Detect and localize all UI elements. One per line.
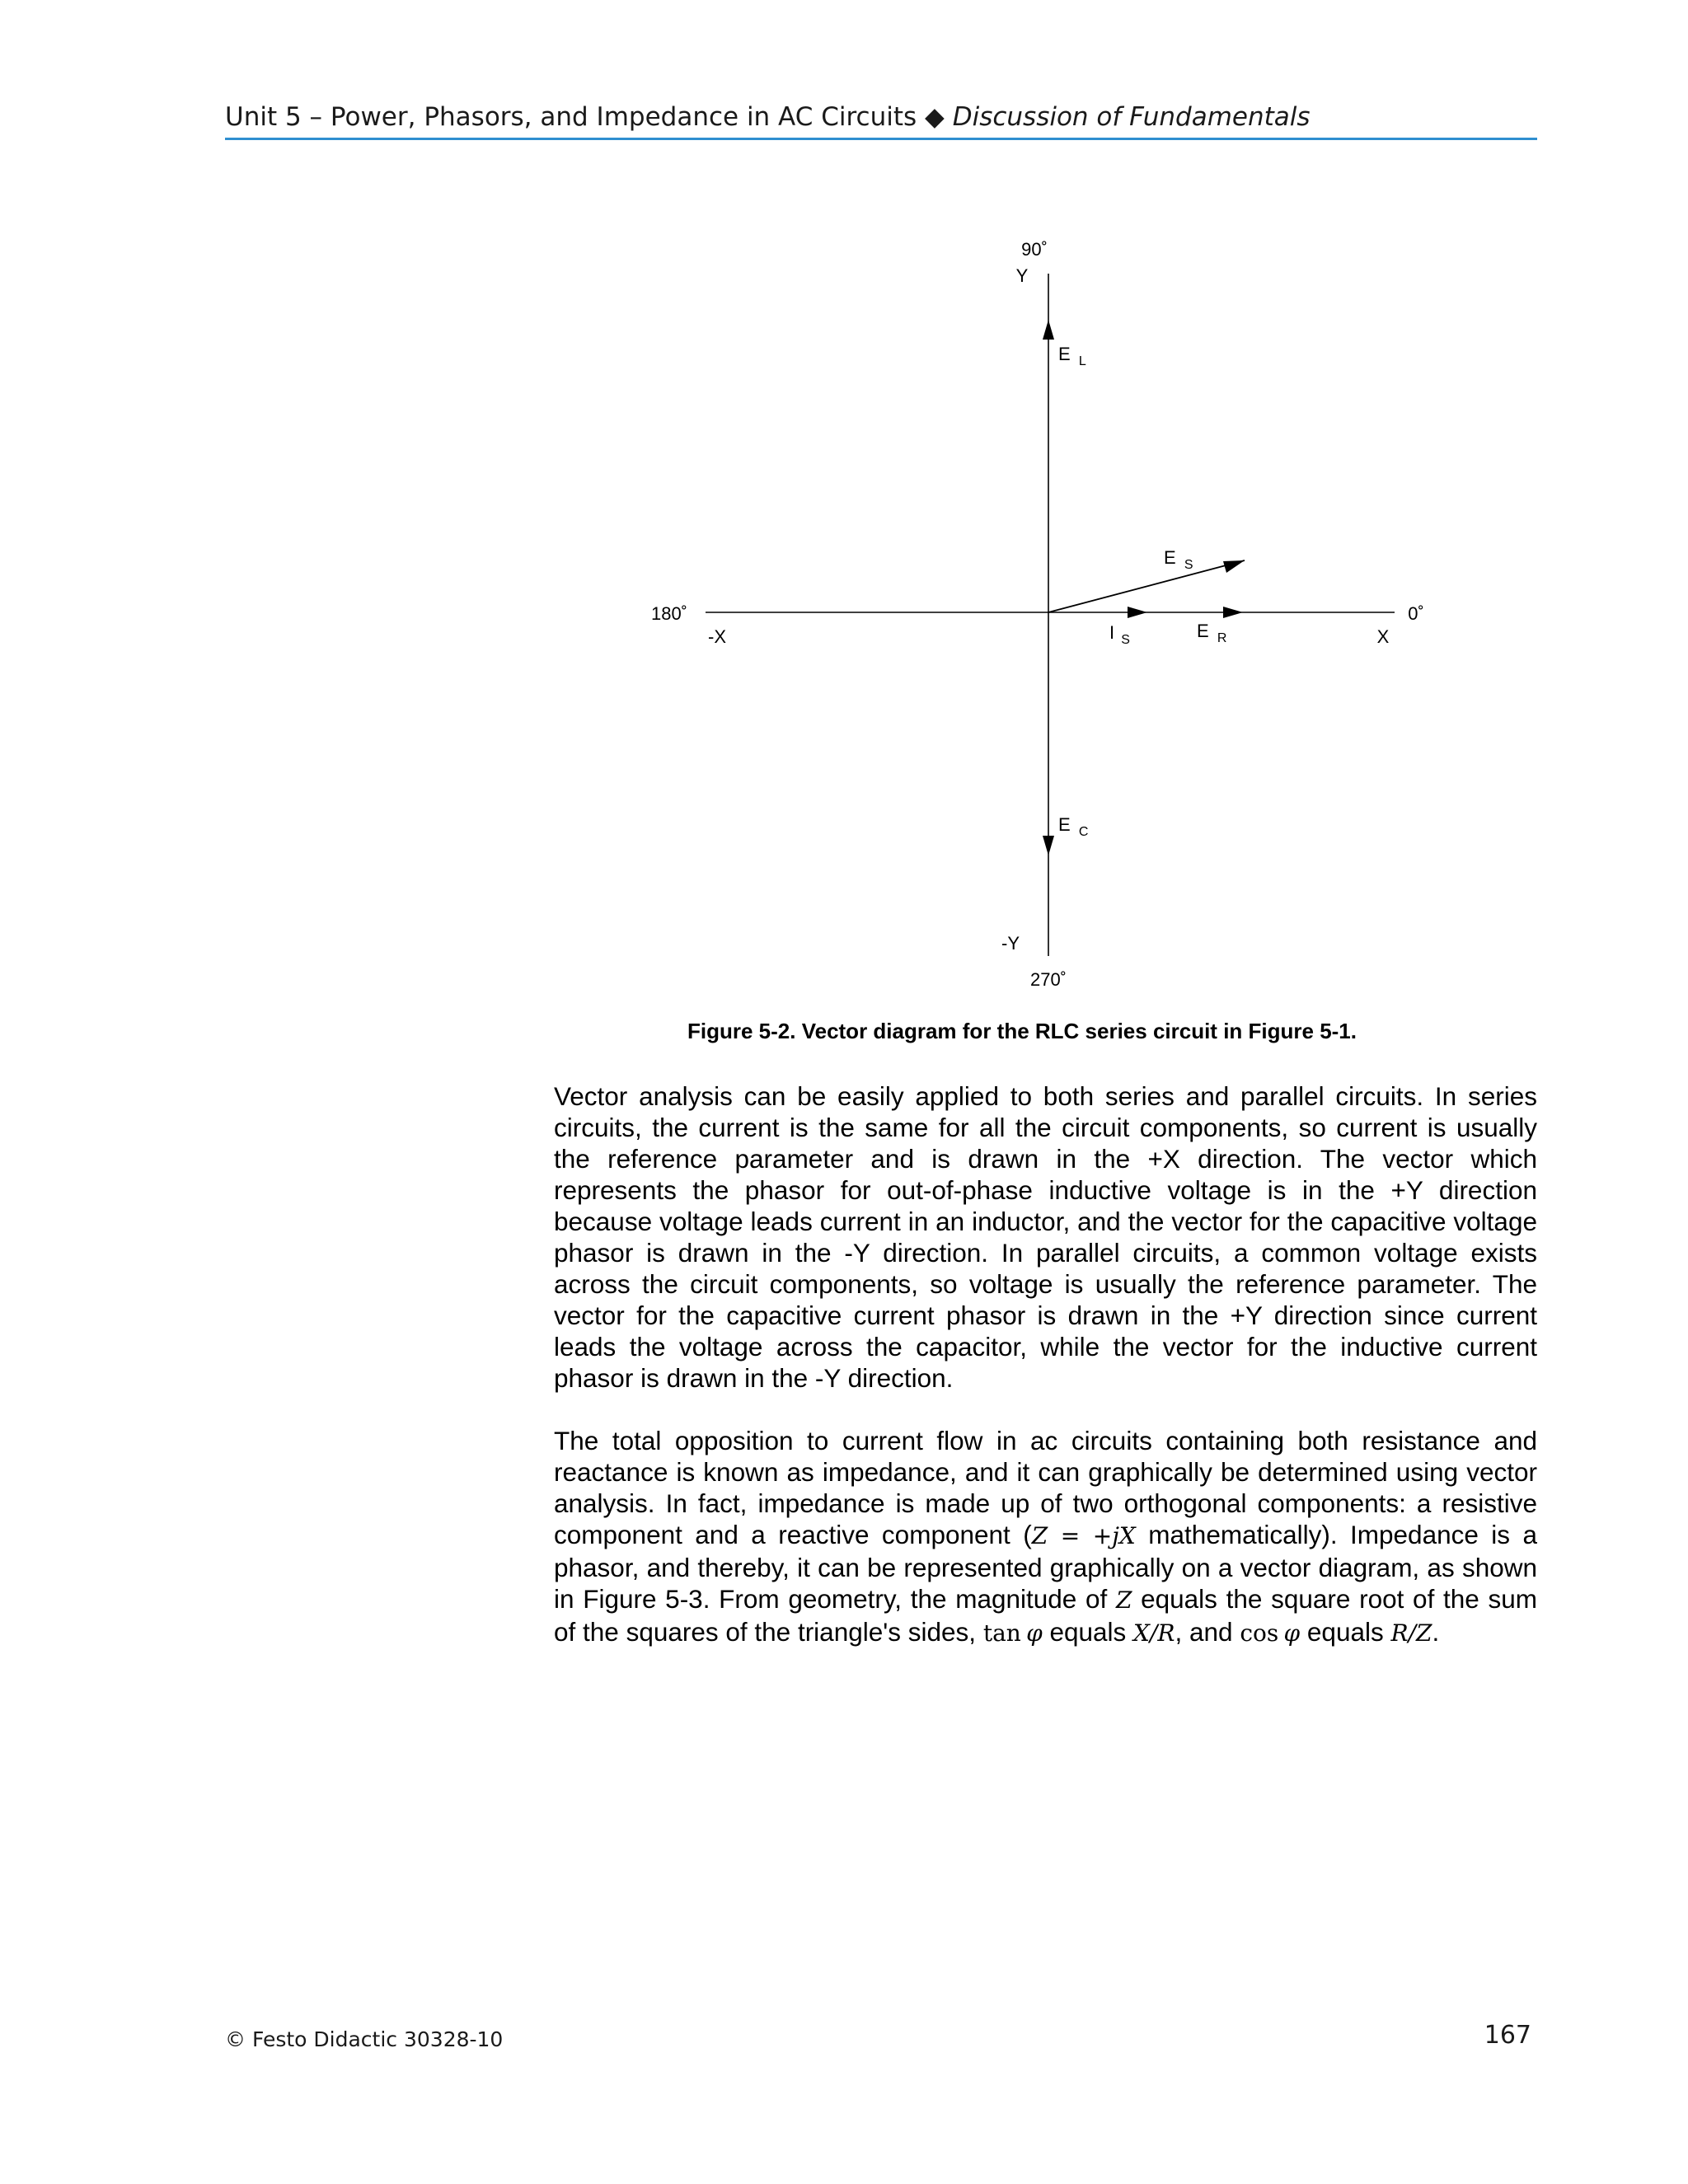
er-label xyxy=(1197,621,1226,645)
es-arrowhead xyxy=(1223,560,1245,573)
el-label-main: E xyxy=(1058,344,1071,364)
paragraph-vector-analysis: Vector analysis can be easily applied to both series and parallel circuits. In series circuits, the current is the same for all the circuit components, so current is usually the reference parameter and is drawn in the +X direction. The vector which represents the phasor for out-of-phase inductive voltage is in the +Y direction because voltage leads current in an inductor, and the vector for the capacitive voltage phasor is drawn in the -Y direction. In parallel circuits, a common voltage exists across the circuit components, so voltage is usually the reference parameter. The vector for the capacitive current phasor is drawn in the +Y direction since current leads the voltage across the capacitor, while the vector for the inductive current phasor is drawn in the -Y direction. xyxy=(554,1081,1537,1393)
y-axis-label: Y xyxy=(1015,265,1029,286)
is-arrowhead xyxy=(1128,607,1147,618)
vector-diagram xyxy=(626,223,1467,1005)
el-label-sub: L xyxy=(1078,354,1086,368)
is-label-main: I xyxy=(1109,622,1115,643)
p2-text-7: . xyxy=(1432,1617,1440,1647)
formula-z: Z xyxy=(1115,1586,1132,1614)
es-label-main: E xyxy=(1164,547,1176,568)
formula-phi-2: φ xyxy=(1283,1619,1301,1647)
formula-phi-1: φ xyxy=(1026,1619,1043,1647)
footer-copyright: © Festo Didactic 30328-10 xyxy=(225,2027,504,2051)
ec-label-main: E xyxy=(1058,814,1071,835)
page-header xyxy=(225,97,1537,140)
paragraph-impedance xyxy=(554,1425,1537,1649)
neg-y-axis-label: -Y xyxy=(1001,933,1020,954)
angle-270-label: 270˚ xyxy=(1029,969,1067,990)
es-label xyxy=(1164,547,1193,572)
es-vector xyxy=(1048,560,1245,612)
angle-180-label: 180˚ xyxy=(650,603,688,624)
is-label xyxy=(1109,622,1130,647)
angle-0-label: 0˚ xyxy=(1408,603,1424,624)
p2-text-5: , and xyxy=(1175,1617,1240,1647)
p2-text-2: mathematically). Impedance is a phasor, and thereby, it can be represented graphically on a vector diagram, as shown in Figure 5-3. From geometry, the magnitude of xyxy=(554,1520,1537,1614)
formula-x-over-r: X/R xyxy=(1133,1619,1175,1647)
formula-r-over-z: R/Z xyxy=(1390,1619,1432,1647)
p2-text-3: equals the square root of the sum of the squares of the triangle's sides, xyxy=(554,1584,1537,1647)
formula-z-jx: Z = +jX xyxy=(1031,1522,1136,1549)
is-label-sub: S xyxy=(1121,633,1130,647)
header-rule xyxy=(225,138,1537,140)
p2-text-6: equals xyxy=(1300,1617,1391,1647)
ec-label-sub: C xyxy=(1078,825,1089,839)
header-separator: ◆ xyxy=(925,102,945,132)
figure-caption: Figure 5-2. Vector diagram for the RLC series circuit in Figure 5-1. xyxy=(687,1019,1357,1043)
formula-tan: tan xyxy=(982,1619,1021,1647)
ec-label xyxy=(1058,814,1088,839)
header-subtitle: Discussion of Fundamentals xyxy=(952,102,1311,132)
er-label-sub: R xyxy=(1217,631,1227,645)
p2-text-1: The total opposition to current flow in ac circuits containing both resistance and reactance is known as impedance, and it can graphically be determined using vector analysis. In fact, impedance is made up of two orthogonal components: a resistive component and a reactive component ( xyxy=(554,1426,1537,1549)
p2-text-4: equals xyxy=(1042,1617,1134,1647)
er-arrowhead xyxy=(1223,607,1243,618)
x-axis-label: X xyxy=(1376,626,1390,647)
neg-x-axis-label: -X xyxy=(708,626,726,647)
es-label-sub: S xyxy=(1184,558,1193,572)
el-label xyxy=(1058,344,1086,368)
page-number: 167 xyxy=(1484,2021,1531,2050)
el-arrowhead xyxy=(1043,320,1054,340)
header-text xyxy=(225,102,1311,132)
formula-cos: cos xyxy=(1240,1619,1279,1647)
angle-90-label: 90˚ xyxy=(1021,239,1048,260)
ec-arrowhead xyxy=(1043,836,1054,855)
er-label-main: E xyxy=(1197,621,1209,641)
header-title: Unit 5 – Power, Phasors, and Impedance in AC Circuits xyxy=(225,102,917,132)
